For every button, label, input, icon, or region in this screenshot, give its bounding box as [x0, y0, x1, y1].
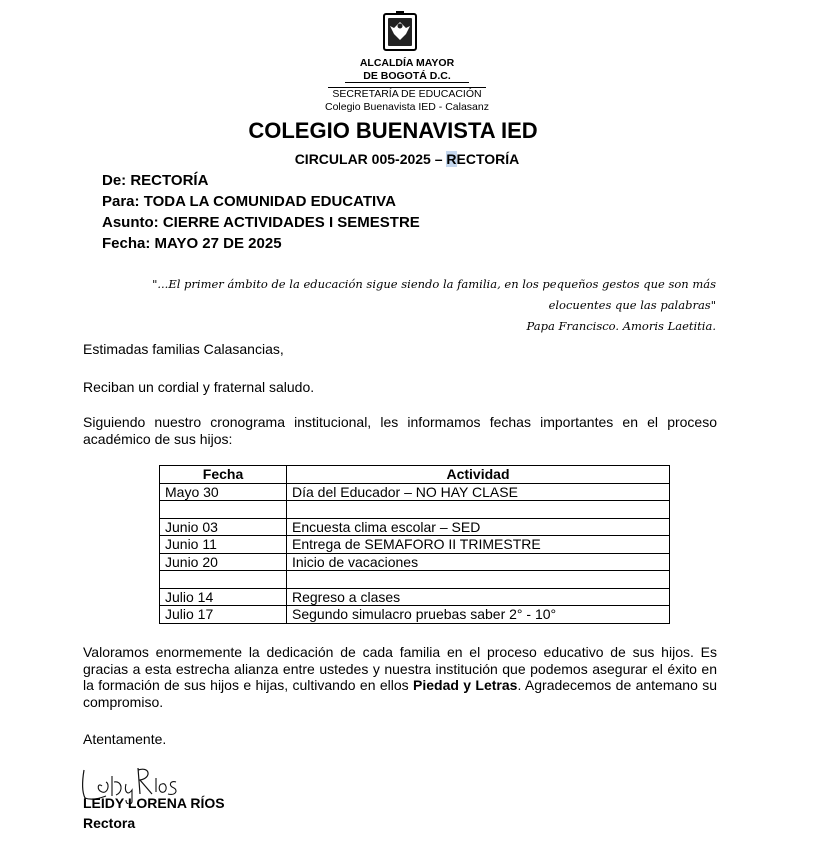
header-line-1: ALCALDÍA MAYOR	[359, 57, 455, 69]
greeting: Estimadas familias Calasancias,	[83, 341, 284, 357]
signer-role: Rectora	[83, 815, 136, 831]
row-activity: Segundo simulacro pruebas saber 2° - 10°	[287, 606, 670, 624]
subtitle-pre: CIRCULAR 005-2025 –	[294, 151, 447, 167]
row-date: Junio 11	[160, 536, 287, 554]
row-date	[160, 571, 287, 589]
quote-attribution: Papa Francisco. Amoris Laetitia.	[526, 319, 716, 333]
row-activity: Inicio de vacaciones	[287, 553, 670, 571]
quote-line-2: elocuentes que las palabras"	[548, 298, 716, 312]
bogota-crest-logo	[380, 10, 420, 54]
table-row	[160, 536, 670, 554]
row-activity	[287, 501, 670, 519]
header-fecha: Fecha	[160, 466, 287, 484]
table-row	[160, 588, 670, 606]
header-line-4: Colegio Buenavista IED - Calasanz	[324, 101, 489, 113]
table-row	[160, 501, 670, 519]
header-line-3-text: SECRETARÍA DE EDUCACIÓN	[328, 87, 485, 100]
table-row	[160, 606, 670, 624]
closing-text-post: . Agradecemos de antemano su compromiso.	[83, 677, 717, 710]
salute: Reciban un cordial y fraternal saludo.	[83, 379, 315, 395]
table-header-row	[160, 466, 670, 484]
row-activity	[287, 571, 670, 589]
row-date: Junio 03	[160, 518, 287, 536]
circular-subtitle	[0, 151, 814, 167]
header-actividad: Actividad	[287, 466, 670, 484]
intro-paragraph: Siguiendo nuestro cronograma institucional, les informamos fechas importantes en el proceso académico de sus hijos:	[83, 414, 717, 447]
header-line-2-text: DE BOGOTÁ D.C.	[345, 70, 469, 83]
table-row	[160, 571, 670, 589]
row-date	[160, 501, 287, 519]
signer-name: LEIDY LORENA RÍOS	[83, 795, 225, 811]
document-title: COLEGIO BUENAVISTA IED	[248, 118, 538, 143]
subtitle-post: ECTORÍA	[456, 151, 520, 167]
row-activity: Encuesta clima escolar – SED	[287, 518, 670, 536]
motto-piedad-y-letras: Piedad y Letras	[413, 677, 518, 693]
subtitle-highlight: R	[446, 151, 457, 167]
row-date: Julio 14	[160, 588, 287, 606]
header-line-2	[0, 70, 814, 83]
table-row	[160, 483, 670, 501]
quote-line-1: "...El primer ámbito de la educación sigue siendo la familia, en los pequeños gestos que son más	[152, 277, 716, 291]
row-activity: Día del Educador – NO HAY CLASE	[287, 483, 670, 501]
row-date: Junio 20	[160, 553, 287, 571]
meta-asunto: Asunto: CIERRE ACTIVIDADES I SEMESTRE	[102, 214, 420, 231]
meta-de: De: RECTORÍA	[102, 172, 209, 189]
row-activity: Regreso a clases	[287, 588, 670, 606]
header-line-3	[0, 87, 814, 100]
table-row	[160, 518, 670, 536]
activities-table	[159, 465, 670, 624]
row-date: Julio 17	[160, 606, 287, 624]
row-date: Mayo 30	[160, 483, 287, 501]
meta-fecha: Fecha: MAYO 27 DE 2025	[102, 235, 282, 252]
table-row	[160, 553, 670, 571]
farewell: Atentamente.	[83, 731, 167, 747]
row-activity: Entrega de SEMAFORO II TRIMESTRE	[287, 536, 670, 554]
closing-text-pre: Valoramos enormemente la dedicación de cada familia en el proceso educativo de sus hijos. Es gracias a esta estrecha alianza entre ustedes y nuestra institución que podemos asegurar el éxito en la formación de sus hijos e hijas, cultivando en ellos	[83, 644, 717, 693]
meta-para: Para: TODA LA COMUNIDAD EDUCATIVA	[102, 193, 396, 210]
closing-paragraph	[83, 644, 717, 710]
